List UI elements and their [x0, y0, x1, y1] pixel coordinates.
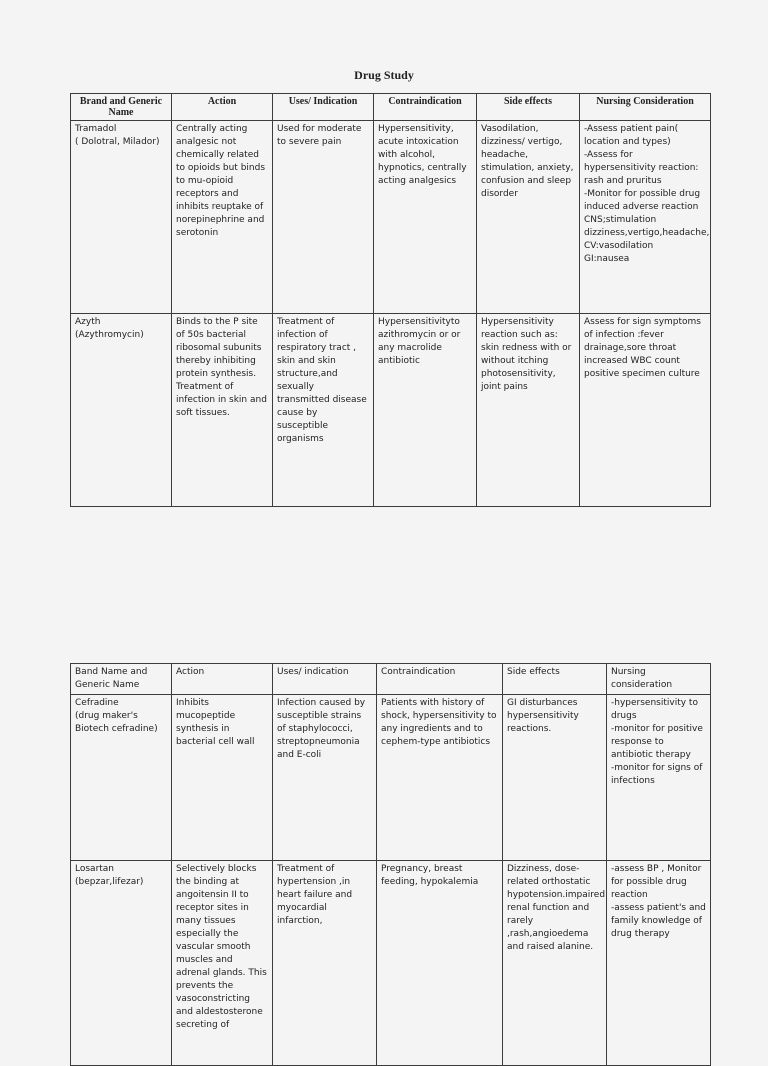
table-row	[71, 695, 711, 861]
document-title: Drug Study	[354, 68, 414, 82]
cell-uses: Treatment of hypertension ,in heart failure and myocardial infarction,	[273, 861, 377, 1066]
header-brand-generic-name: Band Name and Generic Name	[71, 664, 172, 695]
cell-action: Binds to the P site of 50s bacterial ribosomal subunits thereby inhibiting protein synthesis. Treatment of infection in skin and soft tissues.	[172, 314, 273, 507]
cell-side-effects: Hypersensitivity reaction such as: skin redness with or without itching photosensitivity, joint pains	[477, 314, 580, 507]
cell-uses: Treatment of infection of respiratory tract , skin and skin structure,and sexually transmitted disease cause by susceptible organisms	[273, 314, 374, 507]
cell-side-effects: Vasodilation, dizziness/ vertigo, headache, stimulation, anxiety, confusion and sleep disorder	[477, 121, 580, 314]
cell-nursing-consideration: -hypersensitivity to drugs -monitor for positive response to antibiotic therapy -monitor for signs of infections	[607, 695, 711, 861]
header-side-effects: Side effects	[503, 664, 607, 695]
drug-study-table-1	[70, 93, 711, 507]
cell-uses: Used for moderate to severe pain	[273, 121, 374, 314]
header-contraindication: Contraindication	[377, 664, 503, 695]
cell-nursing-consideration: -assess BP , Monitor for possible drug reaction -assess patient's and family knowledge of drug therapy	[607, 861, 711, 1066]
cell-contraindication: Hypersensitivity, acute intoxication with alcohol, hypnotics, centrally acting analgesics	[374, 121, 477, 314]
cell-side-effects: GI disturbances hypersensitivity reactions.	[503, 695, 607, 861]
header-uses-indication: Uses/ Indication	[273, 94, 374, 121]
cell-nursing-consideration: -Assess patient pain( location and types) -Assess for hypersensitivity reaction: rash and pruritus -Monitor for possible drug induced adverse reaction CNS;stimulation dizziness,vertigo,headache, CV:vasodilation GI:nausea	[580, 121, 711, 314]
header-nursing-consideration: Nursing Consideration	[580, 94, 711, 121]
header-uses-indication: Uses/ indication	[273, 664, 377, 695]
header-nursing-consideration: Nursing consideration	[607, 664, 711, 695]
cell-contraindication: Patients with history of shock, hypersensitivity to any ingredients and to cephem-type antibiotics	[377, 695, 503, 861]
cell-nursing-consideration: Assess for sign symptoms of infection :fever drainage,sore throat increased WBC count positive specimen culture	[580, 314, 711, 507]
cell-side-effects: Dizziness, dose-related orthostatic hypotension.impaired renal function and rarely ,rash,angioedema and raised alanine.	[503, 861, 607, 1066]
table-row	[71, 314, 711, 507]
cell-contraindication: Pregnancy, breast feeding, hypokalemia	[377, 861, 503, 1066]
header-action: Action	[172, 664, 273, 695]
cell-drug-name: Cefradine (drug maker's Biotech cefradine)	[71, 695, 172, 861]
cell-contraindication: Hypersensitivityto azithromycin or or any macrolide antibiotic	[374, 314, 477, 507]
cell-action: Inhibits mucopeptide synthesis in bacterial cell wall	[172, 695, 273, 861]
cell-action: Centrally acting analgesic not chemically related to opioids but binds to mu-opioid receptors and inhibits reuptake of norepinephrine and serotonin	[172, 121, 273, 314]
header-side-effects: Side effects	[477, 94, 580, 121]
header-contraindication: Contraindication	[374, 94, 477, 121]
drug-study-table-2	[70, 663, 711, 1066]
header-brand-generic-name: Brand and Generic Name	[71, 94, 172, 121]
cell-uses: Infection caused by susceptible strains of staphylococci, streptopneumonia and E-coli	[273, 695, 377, 861]
table-row	[71, 121, 711, 314]
table-header-row	[71, 94, 711, 121]
cell-drug-name: Azyth (Azythromycin)	[71, 314, 172, 507]
cell-action: Selectively blocks the binding at angoitensin II to receptor sites in many tissues especially the vascular smooth muscles and adrenal glands. This prevents the vasoconstricting and aldestosterone secreting of	[172, 861, 273, 1066]
header-action: Action	[172, 94, 273, 121]
table-header-row	[71, 664, 711, 695]
table-row	[71, 861, 711, 1066]
cell-drug-name: Tramadol ( Dolotral, Milador)	[71, 121, 172, 314]
cell-drug-name: Losartan (bepzar,lifezar)	[71, 861, 172, 1066]
